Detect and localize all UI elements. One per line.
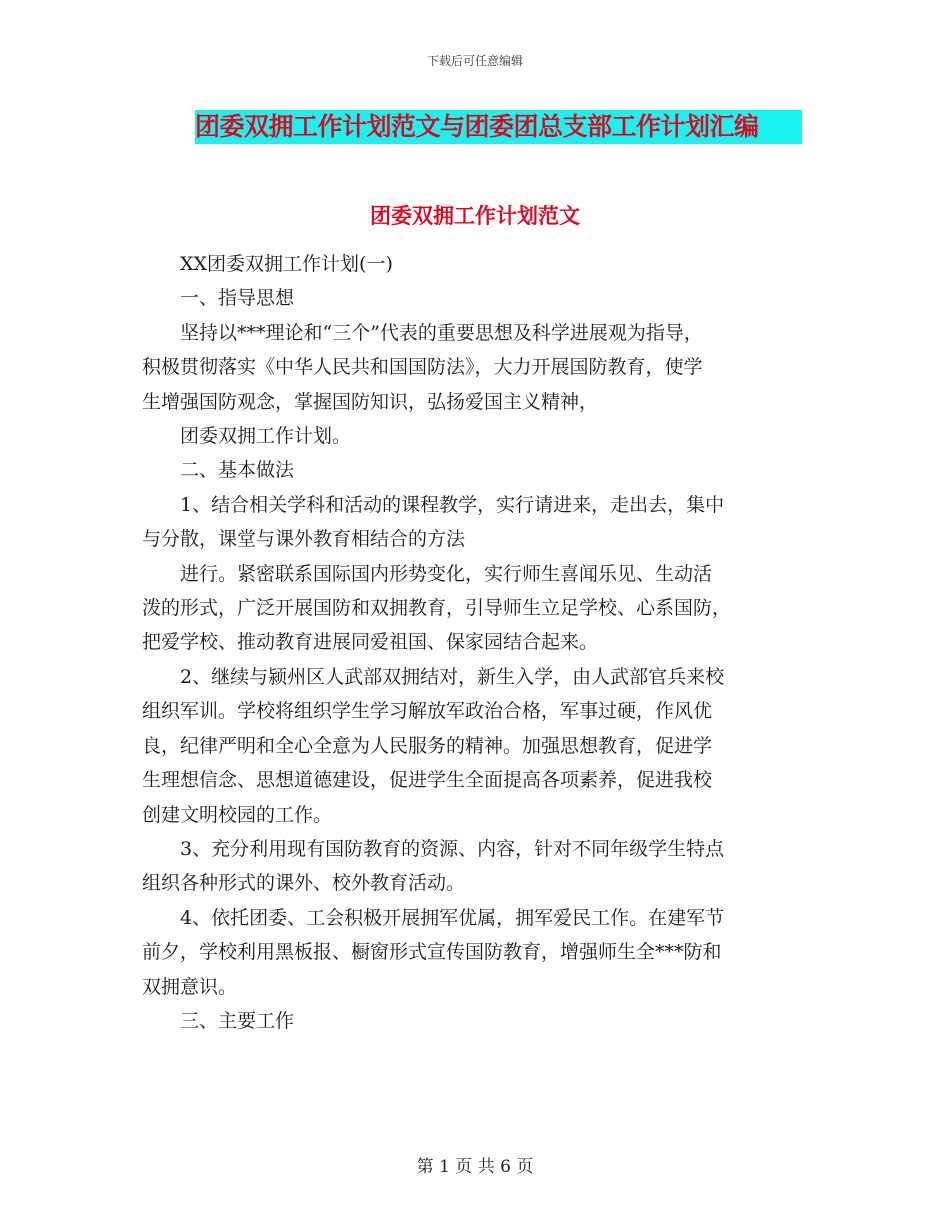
page-footer: 第 1 页 共 6 页 xyxy=(416,1157,534,1177)
paragraph-line: 1、结合相关学科和活动的课程教学，实行请进来，走出去，集中 xyxy=(180,493,725,516)
section-heading-1: 一、指导思想 xyxy=(180,287,295,310)
document-title: 团委双拥工作计划范文与团委团总支部工作计划汇编 xyxy=(195,110,802,144)
paragraph-line: 生理想信念、思想道德建设，促进学生全面提高各项素养，促进我校 xyxy=(142,769,713,792)
paragraph-line: 积极贯彻落实《中华人民共和国国防法》，大力开展国防教育，使学 xyxy=(142,356,703,379)
plan-heading: XX团委双拥工作计划(一) xyxy=(180,253,393,275)
paragraph-line: 组织各种形式的课外、校外教育活动。 xyxy=(142,872,466,895)
paragraph-line: 创建文明校园的工作。 xyxy=(142,803,333,826)
paragraph-line: 坚持以***理论和“三个”代表的重要思想及科学进展观为指导， xyxy=(180,321,703,344)
paragraph-line: 前夕，学校利用黑板报、橱窗形式宣传国防教育，增强师生全***防和 xyxy=(142,941,722,964)
paragraph-line: 进行。紧密联系国际国内形势变化，实行师生喜闻乐见、生动活 xyxy=(180,562,713,585)
paragraph-line: 生增强国防观念，掌握国防知识，弘扬爱国主义精神， xyxy=(142,390,599,413)
page-header: 下载后可任意编辑 xyxy=(426,54,523,68)
paragraph-line: 团委双拥工作计划。 xyxy=(180,425,352,448)
section-title: 团委双拥工作计划范文 xyxy=(370,204,580,228)
paragraph-line: 2、继续与颍州区人武部双拥结对，新生入学，由人武部官兵来校 xyxy=(180,665,725,688)
paragraph-line: 把爱学校、推动教育进展同爱祖国、保家园结合起来。 xyxy=(142,631,599,654)
paragraph-line: 双拥意识。 xyxy=(142,975,238,998)
paragraph-line: 组织军训。学校将组织学生学习解放军政治合格，军事过硬，作风优 xyxy=(142,700,713,723)
paragraph-line: 4、依托团委、工会积极开展拥军优属，拥军爱民工作。在建军节 xyxy=(180,906,725,929)
paragraph-line: 与分散，课堂与课外教育相结合的方法 xyxy=(142,528,466,551)
section-heading-2: 二、基本做法 xyxy=(180,459,295,482)
paragraph-line: 良，纪律严明和全心全意为人民服务的精神。加强思想教育，促进学 xyxy=(142,734,713,757)
paragraph-line: 泼的形式，广泛开展国防和双拥教育，引导师生立足学校、心系国防， xyxy=(142,597,732,620)
paragraph-line: 3、充分利用现有国防教育的资源、内容，针对不同年级学生特点 xyxy=(180,837,725,860)
body-text xyxy=(142,247,810,1038)
section-heading-3: 三、主要工作 xyxy=(180,1009,295,1032)
